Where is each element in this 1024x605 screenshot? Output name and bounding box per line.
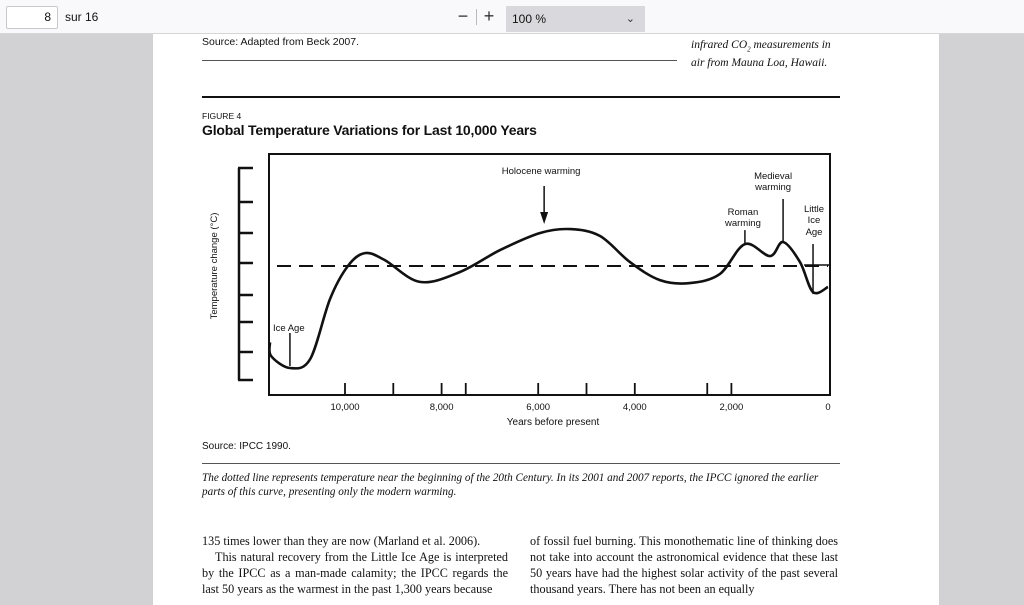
caption-rule bbox=[202, 463, 840, 464]
sidebar-text: infrared $CO_2$ measurements in air from Mauna Loa, Hawaii. bbox=[691, 39, 831, 70]
figure-source: Source: IPCC 1990. bbox=[202, 441, 291, 452]
temperature-curve bbox=[269, 229, 828, 368]
page-total-label: sur 16 bbox=[65, 10, 99, 24]
chart-frame bbox=[269, 154, 830, 395]
pdf-toolbar bbox=[0, 0, 1024, 34]
holocene-warming-label: Holocene warming bbox=[501, 166, 581, 177]
roman-warming-label: Roman bbox=[727, 207, 759, 218]
zoom-level-select[interactable] bbox=[506, 6, 645, 32]
page-number-input[interactable]: 8 bbox=[6, 6, 58, 29]
roman-warming-label: warming bbox=[724, 218, 761, 229]
holocene-arrow-head bbox=[540, 212, 548, 224]
medieval-warming-label: Medieval bbox=[754, 171, 793, 182]
figure-caption-line-2: parts of this curve, presenting only the modern warming. bbox=[202, 486, 457, 498]
x-tick-label: 0 bbox=[825, 402, 831, 413]
x-tick-label: 8,000 bbox=[429, 402, 454, 413]
chevron-down-icon: ⌄ bbox=[625, 13, 635, 25]
minus-icon: − bbox=[457, 6, 469, 26]
pdf-page bbox=[153, 34, 939, 605]
x-tick-label: 2,000 bbox=[719, 402, 744, 413]
figure-caption-line-1: The dotted line represents temperature near the beginning of the 20th Century. In its 2001 and 2007 reports, the IPCC ignored the earlier bbox=[202, 472, 819, 484]
toolbar-separator bbox=[476, 9, 477, 25]
previous-figure-source: Source: Adapted from Beck 2007. bbox=[202, 36, 360, 48]
figure-label: FIGURE 4 bbox=[202, 111, 242, 121]
temperature-chart bbox=[153, 34, 939, 434]
little-ice-age-label: Ice bbox=[807, 215, 821, 226]
body-column-left bbox=[202, 533, 508, 597]
y-axis-label: Temperature change (°C) bbox=[209, 212, 220, 320]
x-axis-label: Years before present bbox=[506, 417, 600, 428]
little-ice-age-label: Age bbox=[805, 227, 823, 238]
ice-age-label: Ice Age bbox=[272, 323, 305, 334]
little-ice-age-label: Little bbox=[803, 204, 825, 215]
figure-title: Global Temperature Variations for Last 10,000 Years bbox=[202, 122, 537, 138]
paragraph: of fossil fuel burning. This monothematic line of thinking does not take into account the astronomical evidence that these last 50 years have had the highest solar activity of the past several thousand years. There has not been an equally bbox=[530, 534, 838, 596]
paragraph: 135 times lower than they are now (Marland et al. 2006). bbox=[202, 534, 481, 548]
x-tick-label: 6,000 bbox=[526, 402, 551, 413]
zoom-out-button[interactable] bbox=[454, 7, 472, 27]
plus-icon: + bbox=[483, 6, 495, 26]
paragraph: This natural recovery from the Little Ice Age is interpreted by the IPCC as a man-made calamity; the IPCC regards the last 50 years as the warmest in the past 1,300 years because bbox=[202, 550, 508, 596]
body-column-right bbox=[530, 533, 838, 597]
medieval-warming-label: warming bbox=[755, 182, 792, 193]
x-tick-label: 10,000 bbox=[330, 402, 360, 413]
x-tick-label: 4,000 bbox=[622, 402, 647, 413]
zoom-in-button[interactable] bbox=[480, 6, 498, 26]
zoom-level-value: 100 % bbox=[512, 12, 547, 26]
